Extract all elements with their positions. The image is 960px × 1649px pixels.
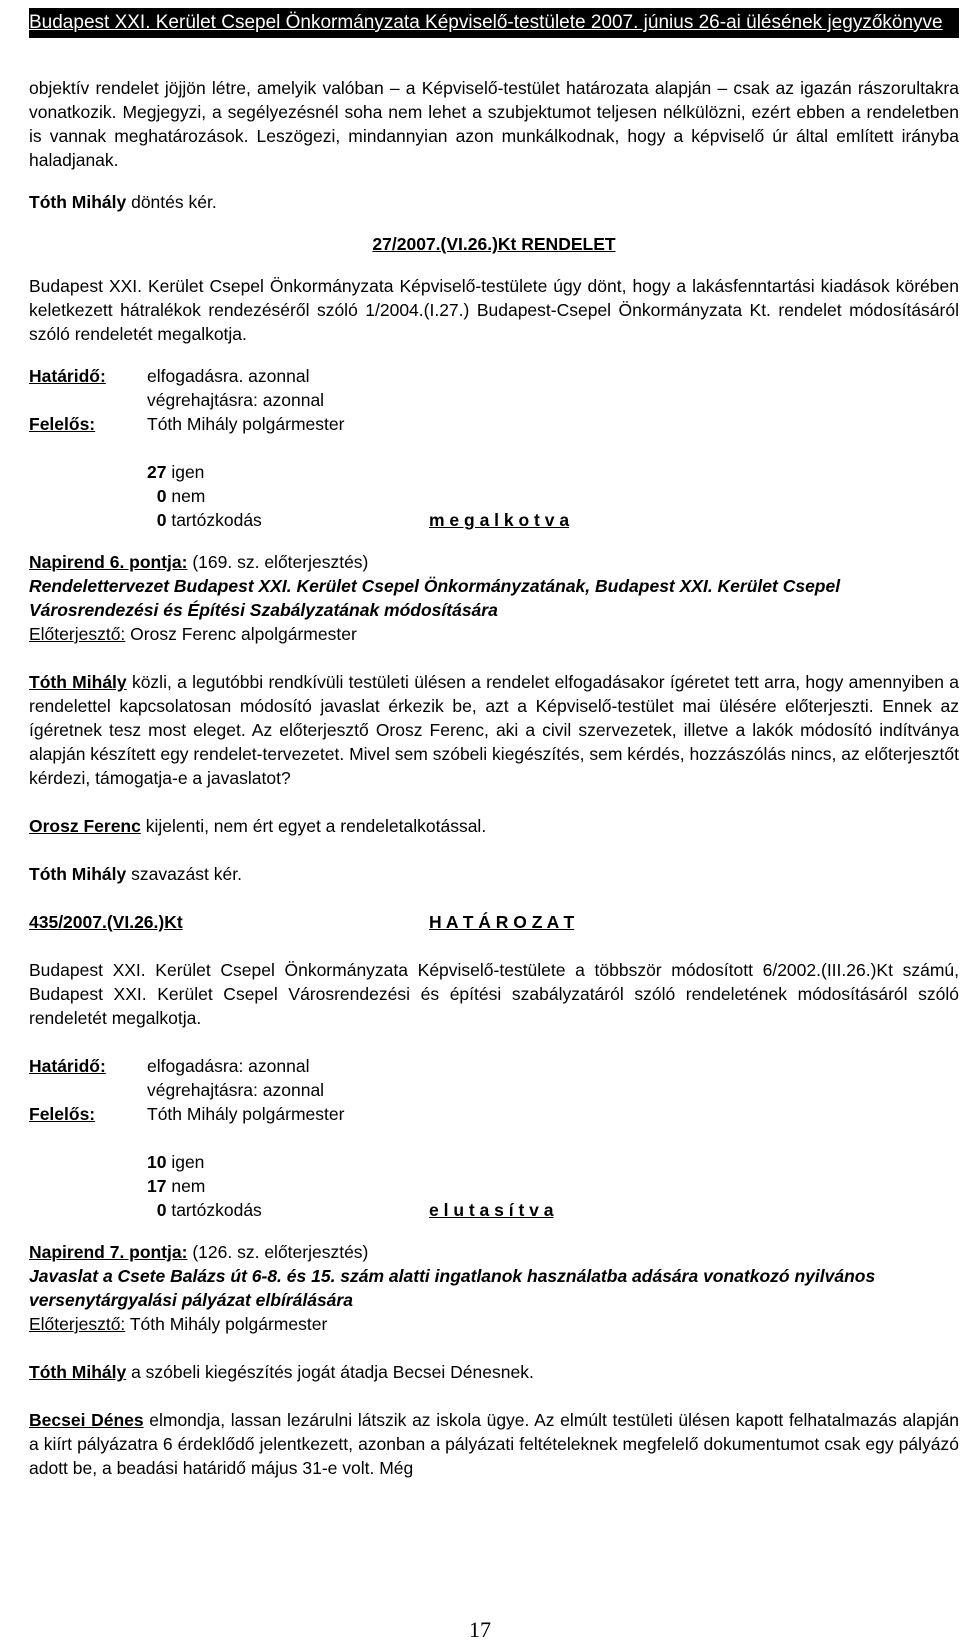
paragraph: Orosz Ferenc kijelenti, nem ért egyet a rendeletalkotással. bbox=[29, 816, 487, 836]
vote-tally: 10 igen 17 nem 0 tartózkodás e l u t a s í t v a bbox=[147, 1152, 554, 1220]
agenda-item: Napirend 6. pontja: (169. sz. előterjesztés) Rendelettervezet Budapest XXI. Kerület Csepel Önkormányzatának, Budapest XXI. Kerület Csepel Városrendezési és Építési Szabályzatának módosítására Előterjesztő: Orosz Ferenc alpolgármester bbox=[29, 550, 959, 646]
paragraph: Tóth Mihály szavazást kér. bbox=[29, 864, 242, 884]
vote-result: m e g a l k o t v a bbox=[429, 510, 570, 530]
vote-result: e l u t a s í t v a bbox=[429, 1200, 554, 1220]
page-number: 17 bbox=[469, 1617, 491, 1642]
paragraph: Tóth Mihály döntés kér. bbox=[29, 192, 217, 212]
hatarozat-text: Budapest XXI. Kerület Csepel Önkormányzata Képviselő-testülete a többször módosított 6/2002.(III.26.)Kt számú, Budapest XXI. Kerület Csepel Városrendezési és építési szabályzatáról szóló rendeletének módosításáról szóló rendeletét megalkotja. bbox=[29, 960, 959, 1028]
rendelet-title: 27/2007.(VI.26.)Kt RENDELET bbox=[372, 234, 616, 254]
agenda-title: Javaslat a Csete Balázs út 6-8. és 15. szám alatti ingatlanok használatba adására vonatkozó nyilvános versenytárgyalási pályázat elbírálására bbox=[29, 1266, 876, 1310]
vote-tally: 27 igen 0 nem 0 tartózkodás m e g a l k o t v a bbox=[147, 462, 570, 530]
page-header: Budapest XXI. Kerület Csepel Önkormányzata Képviselő-testülete 2007. június 26-ai ülésének jegyzőkönyve bbox=[29, 8, 959, 38]
paragraph: Tóth Mihály a szóbeli kiegészítés jogát átadja Becsei Dénesnek. bbox=[29, 1362, 534, 1382]
deadline-label: Határidő: bbox=[29, 366, 106, 386]
paragraph: objektív rendelet jöjjön létre, amelyik valóban – a Képviselő-testület határozata alapján – csak az igazán rászorultakra vonatkozik. Megjegyzi, a segélyezésnél soha nem lehet a szubjektumot teljesen nélkülözni, ezért ebben a rendeletben is vannak meghatározások. Leszögezi, mindannyian azon munkálkodnak, hogy a képviselő úr által említett irányba haladjanak. bbox=[29, 78, 959, 170]
decision-block: Határidő: elfogadásra. azonnal végrehajtásra: azonnal Felelős: Tóth Mihály polgármester 27 igen 0 nem 0 tartózkodás m e g a l k o t v a bbox=[29, 364, 959, 532]
rendelet-text: Budapest XXI. Kerület Csepel Önkormányzata Képviselő-testülete úgy dönt, hogy a lakásfenntartási kiadások körében keletkezett hátralékok rendezéséről szóló 1/2004.(I.27.) Budapest-Csepel Önkormányzata Kt. rendelet módosításáról szóló rendeletét megalkotja. bbox=[29, 276, 959, 344]
document-body bbox=[29, 76, 959, 1480]
decision-block: Határidő: elfogadásra: azonnal végrehajtásra: azonnal Felelős: Tóth Mihály polgármester 10 igen 17 nem 0 tartózkodás e l u t a s í t v a bbox=[29, 1054, 959, 1222]
agenda-item: Napirend 7. pontja: (126. sz. előterjesztés) Javaslat a Csete Balázs út 6-8. és 15. szám alatti ingatlanok használatba adására vonatkozó nyilvános versenytárgyalási pályázat elbírálására Előterjesztő: Tóth Mihály polgármester bbox=[29, 1240, 959, 1336]
paragraph: Becsei Dénes elmondja, lassan lezárulni látszik az iskola ügye. Az elmúlt testületi ülésen kapott felhatalmazás alapján a kiírt pályázatra 6 érdeklődő jelentkezett, azonban a pályázati feltételeknek megfelelő dokumentumot csak egy pályázó adott be, a beadási határidő május 31-e volt. Még bbox=[29, 1410, 959, 1478]
responsible-label: Felelős: bbox=[29, 414, 96, 434]
paragraph: Tóth Mihály közli, a legutóbbi rendkívüli testületi ülésen a rendelet elfogadásakor ígéretet tett arra, hogy amennyiben a rendelettel kapcsolatosan módosító javaslat érkezik be, azt a Képviselő-testület mai ülésére előterjeszti. Ennek az ígéretnek tesz most eleget. Az előterjesztő Orosz Ferenc, aki a civil szervezetek, illetve a lakók módosító indítványa alapján készített egy rendelet-tervezetet. Mivel sem szóbeli kiegészítés, sem kérdés, hozzászólás nincs, az előterjesztőt kérdezi, támogatja-e a javaslatot? bbox=[29, 672, 959, 788]
hatarozat-heading: 435/2007.(VI.26.)Kt H A T Á R O Z A T bbox=[29, 912, 575, 932]
agenda-title: Rendelettervezet Budapest XXI. Kerület Csepel Önkormányzatának, Budapest XXI. Kerület Csepel Városrendezési és Építési Szabályzatának módosítására bbox=[29, 576, 841, 620]
speaker-name: Tóth Mihály bbox=[29, 192, 127, 212]
